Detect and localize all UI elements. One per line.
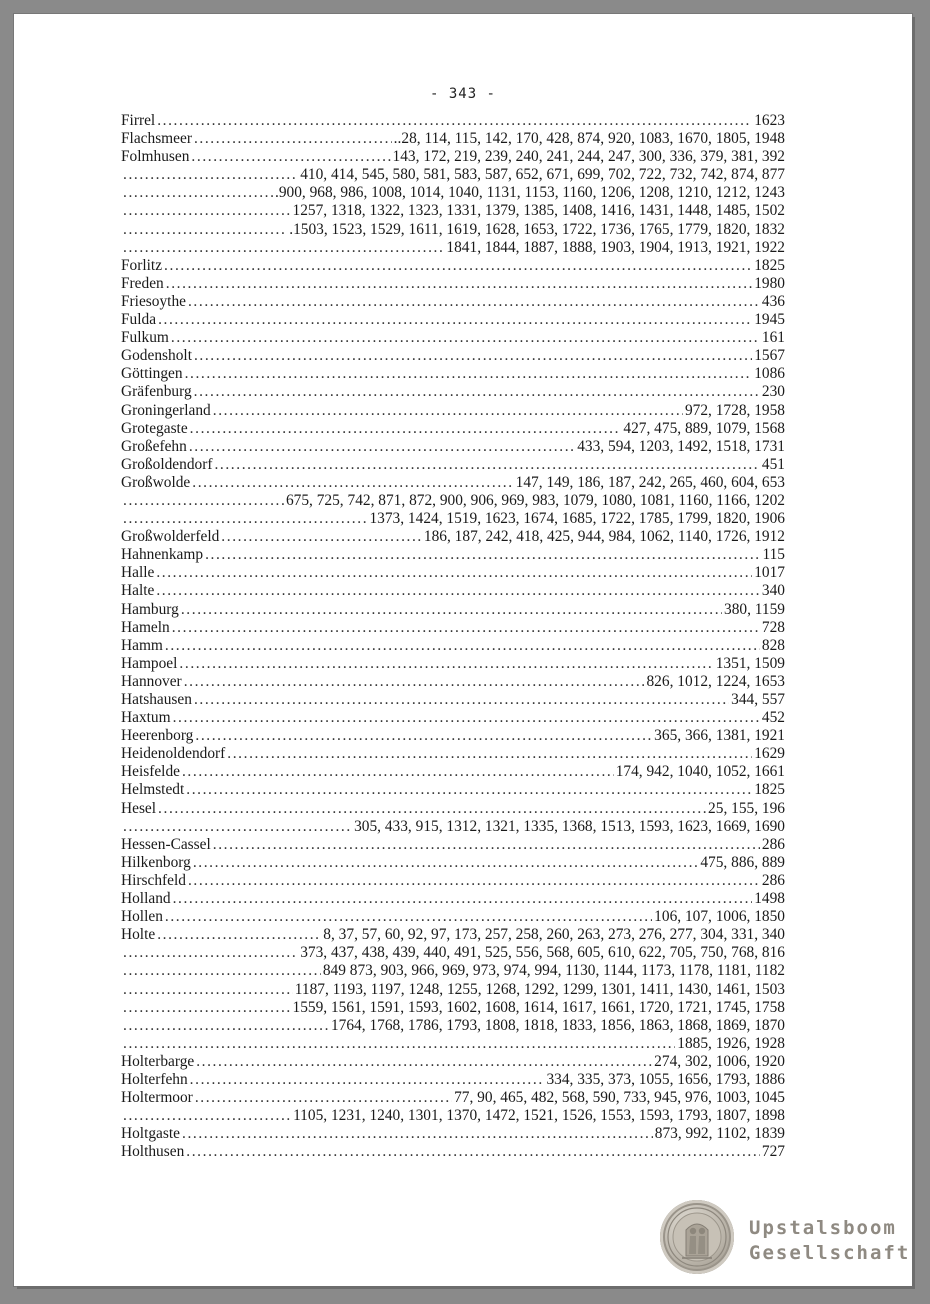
entry-page-refs: 230	[761, 383, 785, 401]
leader-dots	[123, 1017, 329, 1035]
index-entries	[121, 112, 785, 1161]
entry-page-refs: 147, 149, 186, 187, 242, 265, 460, 604, 653	[515, 473, 785, 491]
entry-place-name: Hesel	[121, 799, 157, 817]
leader-dots	[182, 1125, 653, 1143]
leader-dots	[181, 601, 722, 619]
index-entry	[121, 365, 785, 383]
leader-dots	[221, 528, 422, 546]
leader-dots	[196, 1053, 652, 1071]
entry-page-refs: 1885, 1926, 1928	[677, 1034, 785, 1052]
brand-line-2: Gesellschaft	[749, 1242, 911, 1264]
entry-page-refs: 1351, 1509	[715, 654, 785, 672]
entry-place-name: Göttingen	[121, 365, 183, 383]
leader-dots	[158, 800, 706, 818]
index-entry-continuation	[121, 221, 785, 239]
leader-dots	[193, 854, 699, 872]
entry-page-refs: 451	[761, 455, 785, 473]
entry-page-refs: 1629	[754, 745, 785, 763]
leader-dots	[123, 999, 291, 1017]
leader-dots	[123, 1035, 675, 1053]
entry-page-refs: 380, 1159	[724, 600, 785, 618]
leader-dots	[184, 673, 645, 691]
entry-page-refs: 1373, 1424, 1519, 1623, 1674, 1685, 1722, 1785, 1799, 1820, 1906	[369, 510, 785, 528]
entry-page-refs: 143, 172, 219, 239, 240, 241, 244, 247, 300, 336, 379, 381, 392	[392, 148, 785, 166]
index-entry	[121, 908, 785, 926]
index-entry	[121, 673, 785, 691]
entry-page-refs: 1623	[754, 112, 785, 129]
entry-page-refs: 340	[761, 582, 785, 600]
leader-dots	[157, 926, 321, 944]
index-entry	[121, 745, 785, 763]
entry-page-refs: 174, 942, 1040, 1052, 1661	[615, 763, 785, 781]
entry-page-refs: 1825	[754, 781, 785, 799]
entry-page-refs: 274, 302, 1006, 1920	[654, 1052, 785, 1070]
page-number: - 343 -	[429, 86, 496, 102]
leader-dots	[123, 221, 287, 239]
entry-page-refs: 1559, 1561, 1591, 1593, 1602, 1608, 1614, 1617, 1661, 1720, 1721, 1745, 1758	[292, 998, 785, 1016]
index-entry	[121, 926, 785, 944]
leader-dots	[171, 329, 760, 347]
leader-dots	[123, 492, 284, 510]
entry-page-refs: 1105, 1231, 1240, 1301, 1370, 1472, 1521, 1526, 1553, 1593, 1793, 1807, 1898	[293, 1107, 785, 1125]
index-entry	[121, 800, 785, 818]
index-entry	[121, 781, 785, 799]
entry-place-name: Hampoel	[121, 654, 178, 672]
index-entry	[121, 601, 785, 619]
entry-place-name: Hirschfeld	[121, 871, 186, 889]
entry-place-name: Holterbarge	[121, 1052, 195, 1070]
entry-page-refs: 452	[761, 709, 785, 727]
index-entry	[121, 872, 785, 890]
leader-dots	[194, 691, 729, 709]
entry-page-refs: 1187, 1193, 1197, 1248, 1255, 1268, 1292, 1299, 1301, 1411, 1430, 1461, 1503	[294, 980, 785, 998]
leader-dots	[123, 202, 291, 220]
index-entry	[121, 691, 785, 709]
entry-page-refs: 433, 594, 1203, 1492, 1518, 1731	[577, 437, 785, 455]
index-entry	[121, 347, 785, 365]
index-entry-continuation	[121, 981, 785, 999]
brand-line-1: Upstalsboom	[749, 1217, 897, 1239]
leader-dots	[186, 781, 752, 799]
entry-page-refs: 365, 366, 1381, 1921	[654, 727, 785, 745]
leader-dots	[164, 257, 752, 275]
entry-page-refs: 106, 107, 1006, 1850	[654, 908, 785, 926]
index-entry	[121, 709, 785, 727]
entry-page-refs: 410, 414, 545, 580, 581, 583, 587, 652, 671, 699, 702, 722, 732, 742, 874, 877	[300, 166, 785, 184]
index-entry	[121, 275, 785, 293]
entry-place-name: Hannover	[121, 672, 182, 690]
leader-dots	[214, 456, 759, 474]
entry-place-name: Hameln	[121, 618, 170, 636]
index-entry-continuation	[121, 1017, 785, 1035]
index-entry	[121, 564, 785, 582]
index-entry-continuation	[121, 239, 785, 257]
entry-page-refs: 77, 90, 465, 482, 568, 590, 733, 945, 976, 1003, 1045	[454, 1089, 785, 1107]
index-entry	[121, 257, 785, 275]
index-entry	[121, 546, 785, 564]
entry-place-name: Großefehn	[121, 437, 187, 455]
entry-page-refs: 1498	[754, 890, 785, 908]
index-entry	[121, 130, 785, 148]
entry-place-name: Folmhusen	[121, 148, 190, 166]
leader-dots	[173, 709, 760, 727]
index-entry	[121, 1071, 785, 1089]
entry-page-refs: 344, 557	[731, 691, 785, 708]
leader-dots	[190, 1071, 545, 1089]
index-entry-continuation	[121, 944, 785, 962]
leader-dots	[157, 112, 752, 130]
entry-place-name: Heidenoldendorf	[121, 745, 226, 763]
entry-place-name: Holtgaste	[121, 1125, 180, 1143]
leader-dots	[123, 962, 321, 980]
index-entry-continuation	[121, 184, 785, 202]
entry-page-refs: 286	[761, 871, 785, 889]
entry-page-refs: 1257, 1318, 1322, 1323, 1331, 1379, 1385, 1408, 1416, 1431, 1448, 1485, 1502	[292, 202, 785, 220]
entry-page-refs: 373, 437, 438, 439, 440, 491, 525, 556, 568, 605, 610, 622, 705, 750, 768, 816	[300, 944, 785, 962]
entry-place-name: Großwolderfeld	[121, 528, 220, 546]
entry-place-name: Haxtum	[121, 709, 171, 727]
entry-place-name: Grotegaste	[121, 419, 188, 437]
leader-dots	[165, 908, 652, 926]
index-entry-continuation	[121, 166, 785, 184]
entry-place-name: Friesoythe	[121, 292, 186, 310]
index-entry-continuation	[121, 1035, 785, 1053]
leader-dots	[188, 293, 760, 311]
entry-page-refs: 436	[761, 292, 785, 310]
entry-place-name: Forlitz	[121, 256, 163, 274]
leader-dots	[182, 763, 614, 781]
index-entry	[121, 836, 785, 854]
entry-page-refs: 427, 475, 889, 1079, 1568	[623, 419, 785, 437]
index-entry-continuation	[121, 818, 785, 836]
entry-place-name: Freden	[121, 274, 164, 292]
entry-place-name: Godensholt	[121, 347, 192, 365]
leader-dots	[123, 184, 273, 202]
index-entry	[121, 438, 785, 456]
leader-dots	[191, 148, 390, 166]
entry-page-refs: .1503, 1523, 1529, 1611, 1619, 1628, 1653, 1722, 1736, 1765, 1779, 1820, 1832	[289, 220, 785, 238]
index-entry-continuation	[121, 510, 785, 528]
society-name-logo	[749, 1216, 910, 1266]
index-entry	[121, 311, 785, 329]
entry-page-refs: .900, 968, 986, 1008, 1014, 1040, 1131, 1153, 1160, 1206, 1208, 1210, 1212, 1243	[274, 184, 785, 202]
entry-place-name: Heisfelde	[121, 763, 180, 781]
entry-page-refs: 728	[761, 618, 785, 636]
index-entry	[121, 420, 785, 438]
leader-dots	[190, 420, 622, 438]
leader-dots	[123, 510, 367, 528]
entry-place-name: Großoldendorf	[121, 455, 213, 473]
entry-place-name: Holterfehn	[121, 1070, 188, 1088]
leader-dots	[195, 727, 652, 745]
index-entry	[121, 528, 785, 546]
index-entry	[121, 655, 785, 673]
index-entry	[121, 854, 785, 872]
index-entry-continuation	[121, 202, 785, 220]
index-entry	[121, 1053, 785, 1071]
entry-page-refs: 8, 37, 57, 60, 92, 97, 173, 257, 258, 260, 263, 273, 276, 277, 304, 331, 340	[323, 926, 785, 944]
entry-page-refs: 1945	[754, 311, 785, 329]
index-entry	[121, 1143, 785, 1161]
leader-dots	[156, 564, 752, 582]
entry-place-name: Flachsmeer	[121, 130, 192, 148]
leader-dots	[173, 890, 753, 908]
leader-dots	[194, 383, 760, 401]
entry-page-refs: 161	[761, 329, 785, 347]
leader-dots	[172, 619, 760, 637]
entry-page-refs: 475, 886, 889	[700, 853, 785, 871]
entry-place-name: Hahnenkamp	[121, 546, 204, 564]
leader-dots	[194, 130, 392, 148]
entry-place-name: Fulkum	[121, 329, 169, 347]
entry-page-refs: 305, 433, 915, 1312, 1321, 1335, 1368, 1513, 1593, 1623, 1669, 1690	[354, 817, 785, 835]
index-entry	[121, 474, 785, 492]
leader-dots	[188, 872, 760, 890]
leader-dots	[123, 166, 298, 184]
leader-dots	[123, 1107, 291, 1125]
index-entry	[121, 619, 785, 637]
entry-page-refs: 286	[761, 835, 785, 853]
entry-page-refs: 1764, 1768, 1786, 1793, 1808, 1818, 1833, 1856, 1863, 1868, 1869, 1870	[330, 1016, 785, 1034]
index-entry	[121, 1125, 785, 1143]
leader-dots	[213, 836, 760, 854]
leader-dots	[123, 239, 444, 257]
entry-place-name: Holthusen	[121, 1143, 185, 1161]
leader-dots	[192, 474, 513, 492]
entry-place-name: Holtermoor	[121, 1089, 193, 1107]
entry-place-name: Holte	[121, 926, 156, 944]
entry-page-refs: 1086	[754, 365, 785, 383]
leader-dots	[156, 582, 760, 600]
index-entry	[121, 582, 785, 600]
entry-page-refs: 1841, 1844, 1887, 1888, 1903, 1904, 1913, 1921, 1922	[446, 238, 785, 256]
index-entry	[121, 112, 785, 130]
entry-place-name: Hilkenborg	[121, 853, 191, 871]
entry-page-refs: ..28, 114, 115, 142, 170, 428, 874, 920, 1083, 1670, 1805, 1948	[393, 130, 785, 148]
leader-dots	[205, 546, 760, 564]
entry-page-refs: 873, 992, 1102, 1839	[654, 1125, 785, 1143]
entry-place-name: Helmstedt	[121, 781, 185, 799]
leader-dots	[123, 981, 293, 999]
entry-place-name: Holland	[121, 890, 171, 908]
entry-place-name: Fulda	[121, 311, 157, 329]
society-seal-logo	[660, 1200, 734, 1274]
leader-dots	[165, 637, 760, 655]
entry-place-name: Gräfenburg	[121, 383, 192, 401]
index-entry-continuation	[121, 999, 785, 1017]
index-entry	[121, 727, 785, 745]
entry-place-name: Hamburg	[121, 600, 179, 618]
entry-page-refs: 115	[762, 546, 785, 564]
index-entry	[121, 1089, 785, 1107]
entry-place-name: Großwolde	[121, 473, 191, 491]
entry-page-refs: 334, 335, 373, 1055, 1656, 1793, 1886	[546, 1070, 785, 1088]
index-entry	[121, 456, 785, 474]
leader-dots	[227, 745, 752, 763]
index-entry	[121, 763, 785, 781]
index-entry	[121, 637, 785, 655]
leader-dots	[194, 347, 752, 365]
index-entry	[121, 293, 785, 311]
entry-page-refs: 25, 155, 196	[708, 799, 785, 817]
entry-place-name: Halle	[121, 564, 155, 582]
entry-place-name: Hessen-Cassel	[121, 835, 211, 853]
document-page	[14, 14, 912, 1286]
index-entry	[121, 148, 785, 166]
entry-page-refs: 1980	[754, 274, 785, 292]
leader-dots	[123, 818, 352, 836]
leader-dots	[195, 1089, 452, 1107]
leader-dots	[186, 1143, 760, 1161]
entry-page-refs: 727	[761, 1143, 785, 1161]
entry-place-name: Groningerland	[121, 401, 211, 419]
index-entry	[121, 383, 785, 401]
leader-dots	[158, 311, 752, 329]
leader-dots	[189, 438, 575, 456]
entry-page-refs: 1567	[754, 347, 785, 365]
leader-dots	[213, 402, 683, 420]
leader-dots	[179, 655, 713, 673]
entry-page-refs: 828	[761, 636, 785, 654]
index-entry	[121, 890, 785, 908]
entry-place-name: Halte	[121, 582, 155, 600]
leader-dots	[185, 365, 753, 383]
entry-page-refs: 972, 1728, 1958	[684, 401, 785, 419]
index-entry-continuation	[121, 492, 785, 510]
entry-place-name: Heerenborg	[121, 727, 194, 745]
leader-dots	[123, 944, 298, 962]
entry-place-name: Hatshausen	[121, 691, 192, 708]
entry-page-refs: 826, 1012, 1224, 1653	[646, 672, 785, 690]
entry-place-name: Firrel	[121, 112, 156, 129]
leader-dots	[166, 275, 752, 293]
index-entry	[121, 402, 785, 420]
entry-page-refs: 1017	[754, 564, 785, 582]
index-entry	[121, 329, 785, 347]
index-entry-continuation	[121, 1107, 785, 1125]
entry-page-refs: 849 873, 903, 966, 969, 973, 974, 994, 1130, 1144, 1173, 1178, 1181, 1182	[322, 962, 785, 980]
entry-place-name: Hamm	[121, 636, 163, 654]
index-entry-continuation	[121, 962, 785, 980]
entry-page-refs: 1825	[754, 256, 785, 274]
entry-page-refs: 675, 725, 742, 871, 872, 900, 906, 969, 983, 1079, 1080, 1081, 1160, 1166, 1202	[285, 491, 785, 509]
entry-place-name: Hollen	[121, 908, 163, 926]
entry-page-refs: 186, 187, 242, 418, 425, 944, 984, 1062, 1140, 1726, 1912	[423, 528, 785, 546]
